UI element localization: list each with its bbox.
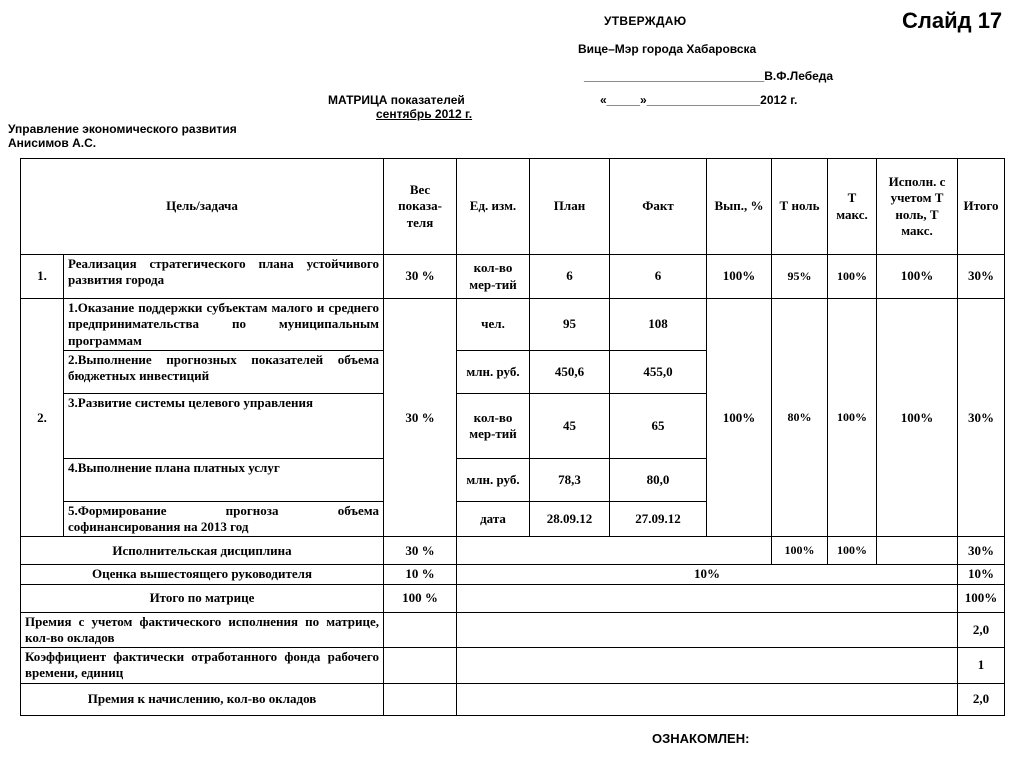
fact-value: 80,0 bbox=[610, 458, 707, 501]
unit-value: чел. bbox=[457, 299, 530, 351]
plan-value: 45 bbox=[530, 393, 610, 458]
t-max-value: 100% bbox=[828, 299, 877, 537]
approver-position: Вице–Мэр города Хабаровска bbox=[578, 42, 757, 56]
total-value: 2,0 bbox=[958, 612, 1005, 648]
header-t-zero: Т ноль bbox=[772, 159, 828, 255]
table-row bbox=[21, 537, 1005, 565]
plan-value: 6 bbox=[530, 255, 610, 299]
matrix-title: МАТРИЦА показателей bbox=[328, 93, 465, 107]
table-row bbox=[21, 255, 1005, 299]
empty-cell bbox=[457, 683, 958, 715]
plan-value: 95 bbox=[530, 299, 610, 351]
execution-value: 100% bbox=[877, 299, 958, 537]
signature-line: ___________________________В.Ф.Лебеда bbox=[584, 69, 834, 83]
empty-cell bbox=[877, 537, 958, 565]
approval-heading: УТВЕРЖДАЮ bbox=[604, 14, 687, 28]
task-goal-text: 5.Формирование прогноза объема софинансирования на 2013 год bbox=[64, 501, 384, 537]
empty-cell bbox=[384, 683, 457, 715]
plan-value: 78,3 bbox=[530, 458, 610, 501]
fact-value: 65 bbox=[610, 393, 707, 458]
weight-value: 30 % bbox=[384, 299, 457, 537]
table-row bbox=[21, 565, 1005, 584]
work-time-label: Коэффициент фактически отработанного фонда рабочего времени, единиц bbox=[21, 648, 384, 684]
header-fact: Факт bbox=[610, 159, 707, 255]
task-goal-text: 4.Выполнение плана платных услуг bbox=[64, 458, 384, 501]
table-row bbox=[21, 299, 1005, 351]
task-goal-text: 2.Выполнение прогнозных показателей объема бюджетных инвестиций bbox=[64, 350, 384, 393]
responsible-person: Анисимов А.С. bbox=[8, 136, 97, 150]
slide-label: Слайд 17 bbox=[902, 8, 1003, 33]
total-value: 1 bbox=[958, 648, 1005, 684]
matrix-total-label: Итого по матрице bbox=[21, 584, 384, 612]
unit-value: млн. руб. bbox=[457, 350, 530, 393]
header-t-max: Т макс. bbox=[828, 159, 877, 255]
plan-value: 450,6 bbox=[530, 350, 610, 393]
total-value: 30% bbox=[958, 299, 1005, 537]
unit-value: кол-во мер-тий bbox=[457, 255, 530, 299]
table-header-row bbox=[21, 159, 1005, 255]
matrix-period: сентябрь 2012 г. bbox=[376, 107, 473, 121]
empty-cell bbox=[384, 648, 457, 684]
t-zero-value: 95% bbox=[772, 255, 828, 299]
unit-value: кол-во мер-тий bbox=[457, 393, 530, 458]
t-zero-value: 80% bbox=[772, 299, 828, 537]
total-value: 100% bbox=[958, 584, 1005, 612]
weight-value: 30 % bbox=[384, 255, 457, 299]
task-goal-text: 3.Развитие системы целевого управления bbox=[64, 393, 384, 458]
bonus-actual-label: Премия с учетом фактического исполнения по матрице, кол-во окладов bbox=[21, 612, 384, 648]
empty-cell bbox=[457, 537, 772, 565]
empty-cell bbox=[457, 584, 958, 612]
goal-text: Реализация стратегического плана устойчивого развития города bbox=[64, 255, 384, 299]
acknowledged-label: ОЗНАКОМЛЕН: bbox=[652, 731, 750, 746]
header-execution: Исполн. с учетом Т ноль, Т макс. bbox=[877, 159, 958, 255]
done-value: 100% bbox=[707, 255, 772, 299]
done-value: 100% bbox=[707, 299, 772, 537]
table-row bbox=[21, 683, 1005, 715]
row-number: 2. bbox=[21, 299, 64, 537]
table-row bbox=[21, 612, 1005, 648]
t-zero-value: 100% bbox=[772, 537, 828, 565]
indicator-matrix-table bbox=[20, 158, 1005, 716]
table-row bbox=[21, 584, 1005, 612]
t-max-value: 100% bbox=[828, 255, 877, 299]
total-value: 2,0 bbox=[958, 683, 1005, 715]
header-total: Итого bbox=[958, 159, 1005, 255]
discipline-label: Исполнительская дисциплина bbox=[21, 537, 384, 565]
bonus-accrual-label: Премия к начислению, кол-во окладов bbox=[21, 683, 384, 715]
t-max-value: 100% bbox=[828, 537, 877, 565]
task-goal-text: 1.Оказание поддержки субъектам малого и среднего предпринимательства по муниципальным программам bbox=[64, 299, 384, 351]
fact-value: 27.09.12 bbox=[610, 501, 707, 537]
fact-value: 455,0 bbox=[610, 350, 707, 393]
empty-cell bbox=[384, 612, 457, 648]
fact-value: 108 bbox=[610, 299, 707, 351]
unit-value: млн. руб. bbox=[457, 458, 530, 501]
fact-value: 6 bbox=[610, 255, 707, 299]
weight-value: 10 % bbox=[384, 565, 457, 584]
header-unit: Ед. изм. bbox=[457, 159, 530, 255]
empty-cell bbox=[457, 612, 958, 648]
total-value: 10% bbox=[958, 565, 1005, 584]
supervisor-label: Оценка вышестоящего руководителя bbox=[21, 565, 384, 584]
weight-value: 100 % bbox=[384, 584, 457, 612]
plan-value: 28.09.12 bbox=[530, 501, 610, 537]
total-value: 30% bbox=[958, 537, 1005, 565]
header-plan: План bbox=[530, 159, 610, 255]
unit-value: дата bbox=[457, 501, 530, 537]
weight-value: 30 % bbox=[384, 537, 457, 565]
header-weight: Вес показа-теля bbox=[384, 159, 457, 255]
execution-value: 100% bbox=[877, 255, 958, 299]
header-done-percent: Вып., % bbox=[707, 159, 772, 255]
row-number: 1. bbox=[21, 255, 64, 299]
approval-date-line: «_____»_________________2012 г. bbox=[600, 93, 798, 107]
empty-cell bbox=[457, 648, 958, 684]
supervisor-value: 10% bbox=[457, 565, 958, 584]
table-row bbox=[21, 648, 1005, 684]
total-value: 30% bbox=[958, 255, 1005, 299]
department-name: Управление экономического развития bbox=[8, 122, 237, 136]
header-goal: Цель/задача bbox=[21, 159, 384, 255]
